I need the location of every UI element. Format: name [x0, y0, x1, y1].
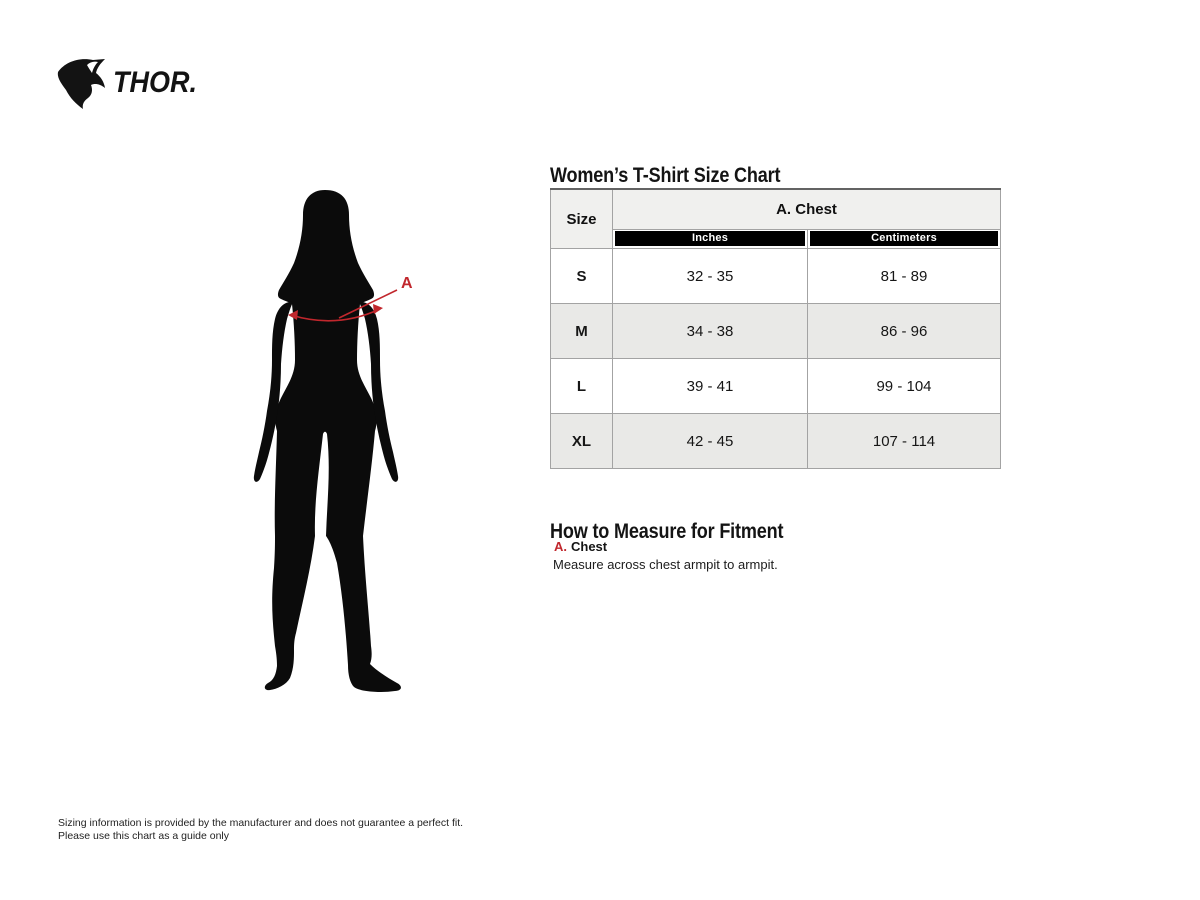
brand-wordmark: THOR. [113, 66, 197, 99]
size-chart-title: Women’s T-Shirt Size Chart [550, 164, 781, 188]
inches-cell: 34 - 38 [613, 304, 808, 359]
table-units-row [551, 230, 1001, 249]
size-cell: L [551, 359, 613, 414]
disclaimer [58, 817, 463, 842]
centimeters-cell: 86 - 96 [808, 304, 1001, 359]
inches-cell: 42 - 45 [613, 414, 808, 469]
size-chart-table [550, 188, 1001, 469]
thor-goat-head-icon [55, 57, 109, 109]
size-cell: M [551, 304, 613, 359]
size-cell: XL [551, 414, 613, 469]
inches-cell: 32 - 35 [613, 249, 808, 304]
chest-measure-label: A [401, 275, 413, 292]
table-row-xl [551, 414, 1001, 469]
table-row-s [551, 249, 1001, 304]
column-header-inches: Inches [615, 231, 805, 246]
inches-cell: 39 - 41 [613, 359, 808, 414]
table-header-row [551, 189, 1001, 230]
measurement-figure [253, 188, 437, 703]
column-header-centimeters-cell [808, 230, 1001, 249]
column-header-inches-cell [613, 230, 808, 249]
centimeters-cell: 107 - 114 [808, 414, 1001, 469]
centimeters-cell: 99 - 104 [808, 359, 1001, 414]
centimeters-cell: 81 - 89 [808, 249, 1001, 304]
measure-item-key: A. [554, 539, 567, 554]
measure-item-chest [554, 539, 607, 554]
measure-item-description: Measure across chest armpit to armpit. [553, 557, 778, 572]
disclaimer-line-2: Please use this chart as a guide only [58, 829, 230, 842]
column-header-centimeters: Centimeters [810, 231, 998, 246]
table-row-m [551, 304, 1001, 359]
disclaimer-line-1: Sizing information is provided by the manufacturer and does not guarantee a perfect fit. [58, 817, 464, 829]
table-row-l [551, 359, 1001, 414]
column-header-chest-group: A. Chest [613, 189, 1001, 230]
arc-arrowhead-right [373, 304, 383, 314]
column-header-size: Size [551, 189, 613, 249]
brand-logo [55, 57, 206, 109]
size-cell: S [551, 249, 613, 304]
measure-item-label: Chest [571, 539, 608, 554]
how-to-measure-title: How to Measure for Fitment [550, 520, 784, 544]
